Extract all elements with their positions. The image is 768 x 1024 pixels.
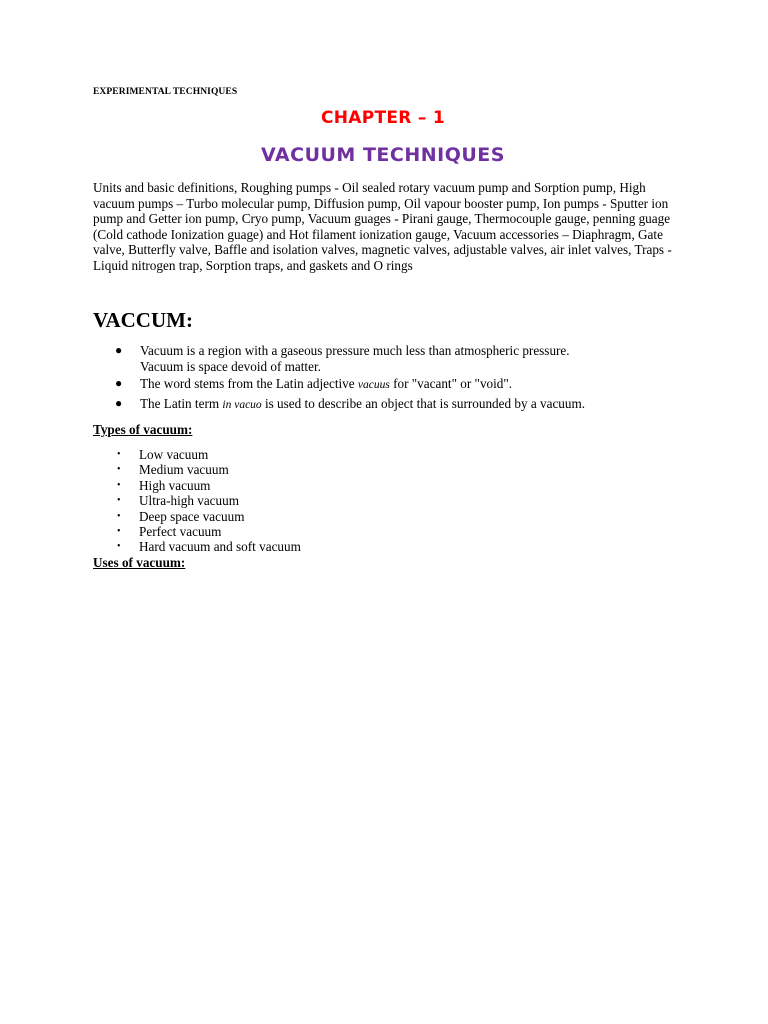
syllabus-paragraph: Units and basic definitions, Roughing pumps - Oil sealed rotary vacuum pump and Sorption pump, High vacuum pumps – Turbo molecular pump, Diffusion pump, Oil vapour booster pump, Ion pumps - Sputter ion pump and Getter ion pump, Cryo pump, Vacuum guages - Pirani gauge, Thermocouple gauge, penning guage (Cold cathode Ionization guage) and Hot filament ionization gauge, Vacuum accessories – Diaphragm, Gate valve, Butterfly valve, Baffle and isolation valves, magnetic valves, adjustable valves, air inlet valves, Traps - Liquid nitrogen trap, Sorption traps, and gaskets and O rings: [93, 180, 672, 273]
bullet-icon: ●: [115, 395, 123, 410]
bullet-text: The Latin term: [140, 395, 223, 411]
list-item: [93, 478, 301, 493]
bullet-text: The word stems from the Latin adjective: [140, 376, 358, 392]
latin-term: in vacuo: [222, 398, 262, 411]
type-label: Perfect vacuum: [139, 524, 222, 540]
bullet-icon: •: [117, 526, 121, 538]
bullet-icon: •: [117, 495, 121, 507]
bullet-icon: •: [117, 464, 121, 476]
bullet-text-line: Vacuum is space devoid of matter.: [140, 358, 321, 374]
type-label: High vacuum: [139, 477, 211, 493]
bullet-icon: •: [117, 510, 121, 522]
list-item: [93, 396, 653, 414]
bullet-text: for "vacant" or "void".: [389, 376, 513, 392]
bullet-icon: ●: [115, 376, 123, 391]
type-label: Medium vacuum: [139, 462, 229, 478]
type-label: Low vacuum: [139, 447, 209, 462]
type-label: Ultra-high vacuum: [139, 493, 239, 509]
list-item: [93, 524, 301, 539]
bullet-icon: •: [117, 541, 121, 553]
bullet-icon: •: [117, 449, 121, 460]
types-of-vacuum-heading: Types of vacuum:: [93, 422, 193, 437]
bullet-text: is used to describe an object that is surrounded by a vacuum.: [261, 395, 586, 411]
types-of-vacuum-list: [93, 447, 301, 555]
chapter-heading: CHAPTER – 1: [320, 108, 446, 128]
list-item: [93, 447, 301, 462]
bullet-icon: ●: [115, 343, 123, 357]
running-header: EXPERIMENTAL TECHNIQUES: [93, 87, 238, 97]
definition-bullet-list: [93, 343, 653, 415]
list-item: [93, 509, 301, 524]
bullet-text-line: Vacuum is a region with a gaseous pressure much less than atmospheric pressure.: [140, 343, 570, 358]
latin-term: vacuus: [357, 379, 390, 392]
bullet-icon: •: [117, 479, 121, 491]
chapter-title: VACUUM TECHNIQUES: [261, 144, 505, 166]
list-item: [93, 376, 653, 394]
list-item: [93, 493, 301, 508]
list-item: [93, 343, 653, 374]
list-item: [93, 462, 301, 477]
list-item: [93, 539, 301, 554]
type-label: Deep space vacuum: [139, 508, 245, 524]
type-label: Hard vacuum and soft vacuum: [139, 539, 301, 555]
section-heading-vaccum: VACCUM:: [93, 308, 193, 332]
uses-of-vacuum-heading: Uses of vacuum:: [93, 555, 186, 570]
